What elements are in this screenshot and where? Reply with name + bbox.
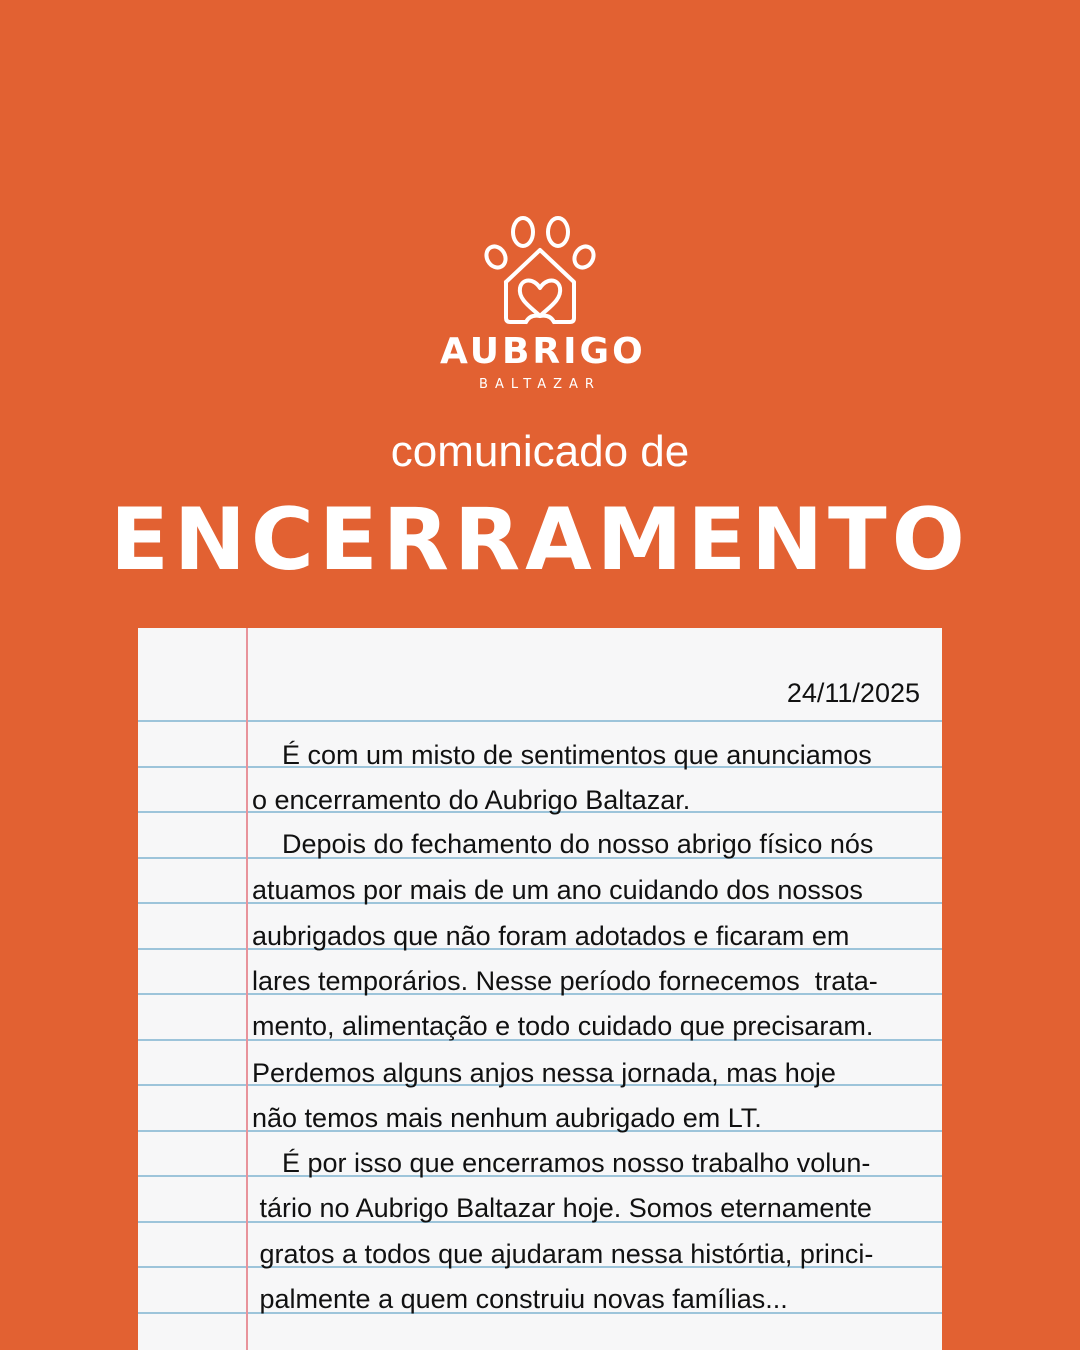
letter-line: Perdemos alguns anjos nessa jornada, mas hoje bbox=[252, 1058, 836, 1088]
letter-line: mento, alimentação e todo cuidado que precisaram. bbox=[252, 1011, 874, 1041]
letter-line: o encerramento do Aubrigo Baltazar. bbox=[252, 785, 691, 815]
letter-line: aubrigados que não foram adotados e ficaram em bbox=[252, 921, 850, 951]
paw-house-heart-icon bbox=[478, 210, 602, 330]
letter-line: É com um misto de sentimentos que anunciamos bbox=[252, 740, 872, 770]
brand-logo bbox=[440, 210, 646, 395]
letter-line: atuamos por mais de um ano cuidando dos nossos bbox=[252, 875, 863, 905]
paper-rule bbox=[138, 720, 942, 722]
letter-line: tário no Aubrigo Baltazar hoje. Somos eternamente bbox=[252, 1193, 872, 1223]
brand-name: AUBRIGO bbox=[440, 331, 646, 372]
letter-line: não temos mais nenhum aubrigado em LT. bbox=[252, 1103, 762, 1133]
letter-line: gratos a todos que ajudaram nessa histórtia, princi- bbox=[252, 1239, 874, 1269]
letter-line: É por isso que encerramos nosso trabalho volun- bbox=[252, 1148, 871, 1178]
letter-line: Depois do fechamento do nosso abrigo físico nós bbox=[252, 829, 874, 859]
letter-line: palmente a quem construiu novas famílias... bbox=[252, 1284, 788, 1314]
letter-line: lares temporários. Nesse período fornecemos trata- bbox=[252, 966, 878, 996]
brand-subtitle: BALTAZAR bbox=[479, 377, 601, 392]
headline: ENCERRAMENTO bbox=[110, 490, 970, 590]
letter-date: 24/11/2025 bbox=[786, 678, 920, 708]
paper-margin-line bbox=[246, 628, 248, 1350]
notebook-paper bbox=[138, 628, 942, 1350]
kicker-text: comunicado de bbox=[390, 427, 690, 476]
